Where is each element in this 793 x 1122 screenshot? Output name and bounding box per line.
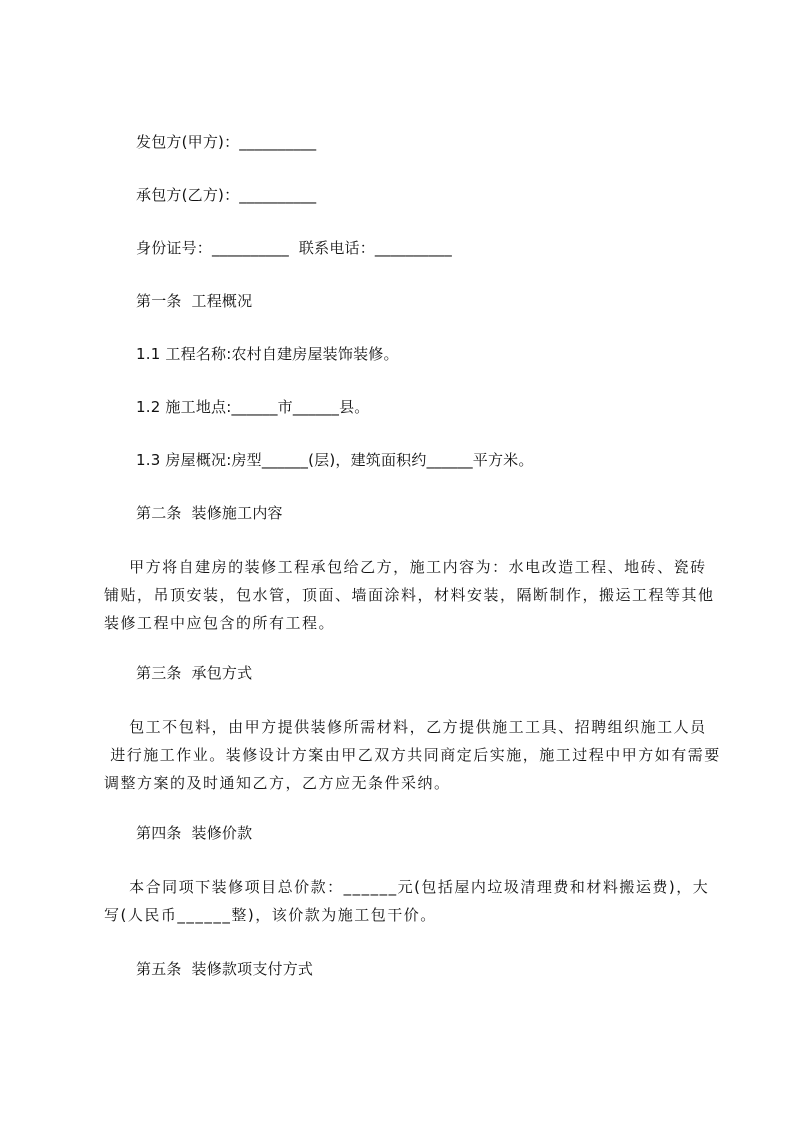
party-b-field: 承包方(乙方)：__________	[136, 186, 317, 204]
article-1-title: 第一条 工程概况	[136, 292, 253, 310]
article-2-title: 第二条 装修施工内容	[136, 504, 283, 522]
article-1-item-3: 1.3 房屋概况:房型______(层)，建筑面积约______平方米。	[136, 451, 534, 469]
article-2-body	[104, 553, 715, 637]
article-4-title: 第四条 装修价款	[136, 824, 253, 842]
article-4-body	[104, 873, 710, 929]
article-3-line: 调整方案的及时通知乙方，乙方应无条件采纳。	[104, 774, 451, 792]
party-a-field: 发包方(甲方)：__________	[136, 133, 317, 151]
article-4-line: 本合同项下装修项目总价款：______元(包括屋内垃圾清理费和材料搬运费)，大	[104, 878, 710, 896]
article-1-item-2: 1.2 施工地点:______市______县。	[136, 398, 370, 416]
article-2-line: 装修工程中应包含的所有工程。	[104, 614, 336, 632]
id-phone-field: 身份证号：__________ 联系电话：__________	[136, 239, 452, 257]
article-3-body	[104, 713, 721, 797]
article-5-title: 第五条 装修款项支付方式	[136, 960, 314, 978]
article-2-line: 铺贴，吊顶安装，包水管，顶面、墙面涂料，材料安装，隔断制作，搬运工程等其他	[104, 586, 715, 604]
article-3-line: 包工不包料，由甲方提供装修所需材料，乙方提供施工工具、招聘组织施工人员	[104, 718, 707, 736]
article-1-item-1: 1.1 工程名称:农村自建房屋装饰装修。	[136, 345, 399, 363]
article-3-title: 第三条 承包方式	[136, 664, 253, 682]
article-3-line: 进行施工作业。装修设计方案由甲乙双方共同商定后实施，施工过程中甲方如有需要	[104, 746, 721, 764]
article-2-line: 甲方将自建房的装修工程承包给乙方，施工内容为：水电改造工程、地砖、瓷砖	[104, 558, 707, 576]
article-4-line: 写(人民币______整)，该价款为施工包干价。	[104, 906, 437, 924]
